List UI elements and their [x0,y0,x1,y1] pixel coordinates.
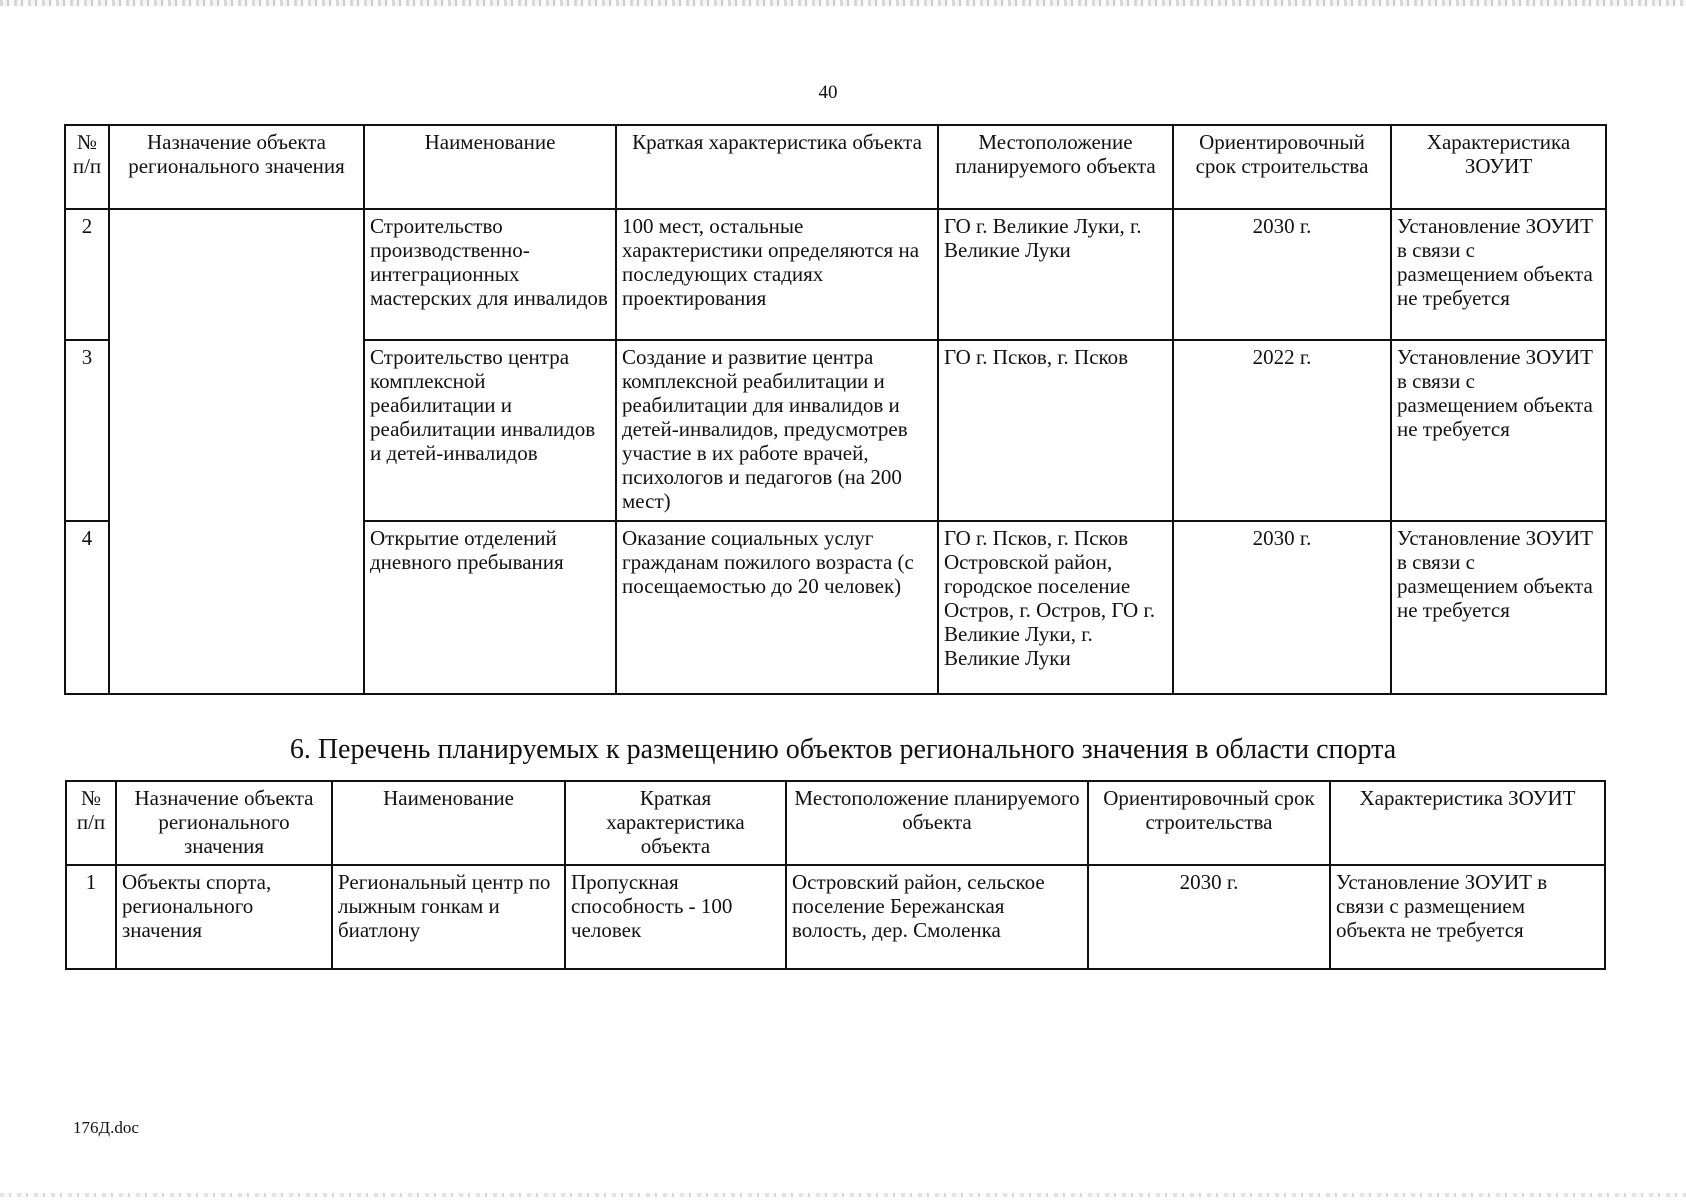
row-location: Островский район, сельское поселение Бережанская волость, дер. Смоленка [786,865,1088,969]
row-characteristic: 100 мест, остальные характеристики определяются на последующих стадиях проектирования [616,209,938,340]
header-num: № п/п [66,781,116,865]
row-num: 3 [65,340,109,521]
header-zouit: Характеристика ЗОУИТ [1330,781,1605,865]
header-characteristic: Краткая характеристика объекта [616,125,938,209]
table-regional-objects-sport [65,780,1606,970]
table-row [65,209,1606,340]
page-number: 40 [818,82,838,103]
row-num: 2 [65,209,109,340]
row-name: Региональный центр по лыжным гонкам и биатлону [332,865,565,969]
row-name: Строительство центра комплексной реабилитации и реабилитации инвалидов и детей-инвалидов [364,340,616,521]
table-header-row [65,125,1606,209]
footer-filename: 176Д.doc [73,1118,139,1137]
row-zouit: Установление ЗОУИТ в связи с размещением объекта не требуется [1391,521,1606,694]
header-location: Местоположение планируемого объекта [786,781,1088,865]
row-name: Строительство производственно-интеграционных мастерских для инвалидов [364,209,616,340]
header-name: Наименование [364,125,616,209]
row-characteristic: Создание и развитие центра комплексной реабилитации и реабилитации для инвалидов и детей-инвалидов, предусмотрев участие в их работе врачей, психологов и педагогов (на 200 мест) [616,340,938,521]
row-term: 2030 г. [1173,209,1391,340]
table-regional-objects-social [64,124,1607,695]
row-num: 4 [65,521,109,694]
header-term: Ориентировочный срок строительства [1173,125,1391,209]
scan-edge-top [0,0,1686,6]
row-characteristic: Пропускная способность - 100 человек [565,865,786,969]
header-purpose: Назначение объекта регионального значения [116,781,332,865]
row-num: 1 [66,865,116,969]
row-zouit: Установление ЗОУИТ в связи с размещением объекта не требуется [1330,865,1605,969]
row-purpose-merged [109,209,364,694]
row-zouit: Установление ЗОУИТ в связи с размещением объекта не требуется [1391,340,1606,521]
header-term: Ориентировочный срок строительства [1088,781,1330,865]
header-location: Местоположение планируемого объекта [938,125,1173,209]
header-name: Наименование [332,781,565,865]
header-num: № п/п [65,125,109,209]
row-location: ГО г. Псков, г. Псков Островской район, городское поселение Остров, г. Остров, ГО г. Великие Луки, г. Великие Луки [938,521,1173,694]
row-purpose: Объекты спорта, регионального значения [116,865,332,969]
scan-edge-bottom [0,1193,1686,1197]
header-zouit: Характеристика ЗОУИТ [1391,125,1606,209]
row-term: 2030 г. [1173,521,1391,694]
row-location: ГО г. Псков, г. Псков [938,340,1173,521]
table-row [66,865,1605,969]
section-heading-sport: 6. Перечень планируемых к размещению объектов регионального значения в области спорта [289,734,1397,765]
row-term: 2030 г. [1088,865,1330,969]
row-term: 2022 г. [1173,340,1391,521]
row-location: ГО г. Великие Луки, г. Великие Луки [938,209,1173,340]
row-zouit: Установление ЗОУИТ в связи с размещением объекта не требуется [1391,209,1606,340]
row-characteristic: Оказание социальных услуг гражданам пожилого возраста (с посещаемостью до 20 человек) [616,521,938,694]
row-name: Открытие отделений дневного пребывания [364,521,616,694]
table-header-row [66,781,1605,865]
header-purpose: Назначение объекта регионального значения [109,125,364,209]
header-characteristic: Краткая характеристика объекта [565,781,786,865]
